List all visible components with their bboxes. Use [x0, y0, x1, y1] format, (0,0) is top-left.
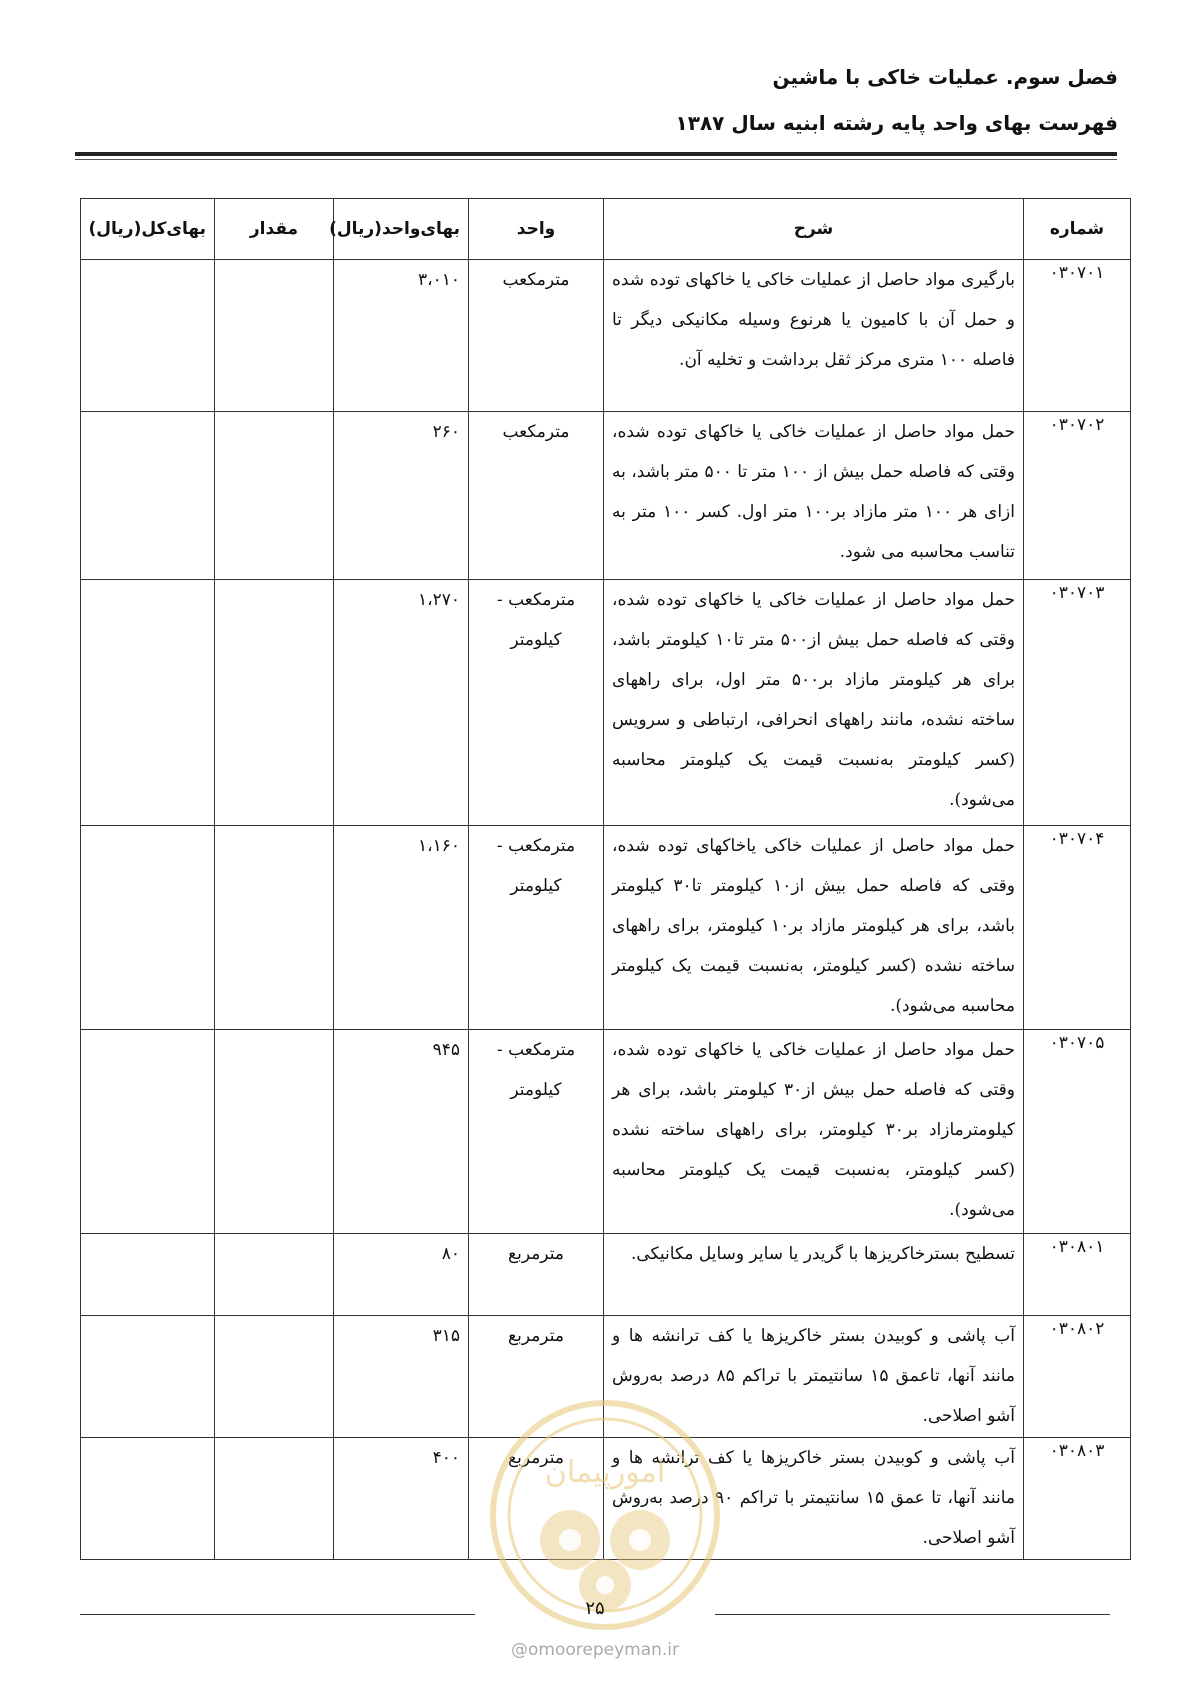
price-table — [80, 198, 1131, 1560]
page-header — [58, 60, 1118, 140]
item-description: حمل مواد حاصل از عملیات خاکی یا خاکهای توده شده، وقتی که فاصله حمل بیش از۳۰ کیلومتر باشد، برای هر کیلومترمازاد بر۳۰ کیلومتر، برای راههای ساخته نشده (کسر کیلومتر، به‌نسبت قیمت یک کیلومتر محاسبه می‌شود). — [604, 1030, 1024, 1234]
item-unit: مترمکعب - کیلومتر — [469, 1030, 604, 1234]
item-total-price — [81, 1234, 215, 1316]
item-quantity — [215, 580, 334, 826]
item-total-price — [81, 826, 215, 1030]
header-code: شماره — [1024, 199, 1131, 260]
item-quantity — [215, 412, 334, 580]
item-total-price — [81, 1316, 215, 1438]
site-watermark — [495, 1640, 695, 1660]
table-row — [81, 1438, 1131, 1560]
item-quantity — [215, 1234, 334, 1316]
table-row — [81, 412, 1131, 580]
item-total-price — [81, 260, 215, 412]
at-icon: @ — [510, 1640, 528, 1660]
item-quantity — [215, 260, 334, 412]
item-unit: مترمکعب — [469, 260, 604, 412]
item-code: ۰۳۰۸۰۱ — [1024, 1234, 1131, 1316]
site-text: omoorepeyman.ir — [527, 1640, 680, 1660]
item-unit-price: ۱،۱۶۰ — [334, 826, 469, 1030]
table-header-row — [81, 199, 1131, 260]
item-unit: مترمکعب - کیلومتر — [469, 580, 604, 826]
watermark-text: امورپیمان — [544, 1455, 666, 1490]
table-row — [81, 260, 1131, 412]
item-unit: مترمربع — [469, 1234, 604, 1316]
header-rule-thick — [75, 152, 1117, 156]
header-quantity: مقدار — [215, 199, 334, 260]
item-quantity — [215, 1316, 334, 1438]
item-unit: مترمربع — [469, 1316, 604, 1438]
item-total-price — [81, 1438, 215, 1560]
footer-rule-left — [80, 1614, 475, 1615]
header-total-price: بهای‌کل(ریال) — [81, 199, 215, 260]
item-unit: مترمکعب — [469, 412, 604, 580]
item-total-price — [81, 412, 215, 580]
table-row — [81, 826, 1131, 1030]
table-row — [81, 1030, 1131, 1234]
item-description: آب پاشی و کوبیدن بستر خاکریزها یا کف ترانشه ها و مانند آنها، تا عمق ۱۵ سانتیمتر با تراکم ۹۰ درصد به‌روش آشو اصلاحی. — [604, 1438, 1024, 1560]
item-description: تسطیح بسترخاکریزها با گریدر یا سایر وسایل مکانیکی. — [604, 1234, 1024, 1316]
item-code: ۰۳۰۷۰۴ — [1024, 826, 1131, 1030]
item-quantity — [215, 826, 334, 1030]
item-description: حمل مواد حاصل از عملیات خاکی یا خاکهای توده شده، وقتی که فاصله حمل بیش از۵۰۰ متر تا۱۰ کیلومتر باشد، برای هر کیلومتر مازاد بر۵۰۰ متر اول، برای راههای ساخته نشده، مانند راههای انحرافی، ارتباطی و سرویس (کسر کیلومتر به‌نسبت قیمت یک کیلومتر محاسبه می‌شود). — [604, 580, 1024, 826]
footer-rule-right — [715, 1614, 1110, 1615]
item-unit-price: ۲۶۰ — [334, 412, 469, 580]
item-code: ۰۳۰۸۰۲ — [1024, 1316, 1131, 1438]
item-code: ۰۳۰۷۰۱ — [1024, 260, 1131, 412]
item-code: ۰۳۰۷۰۳ — [1024, 580, 1131, 826]
item-quantity — [215, 1030, 334, 1234]
item-description: بارگیری مواد حاصل از عملیات خاکی یا خاکهای توده شده و حمل آن با کامیون یا هرنوع وسیله مکانیکی دیگر تا فاصله ۱۰۰ متری مرکز ثقل برداشت و تخلیه آن. — [604, 260, 1024, 412]
item-total-price — [81, 580, 215, 826]
header-unit: واحد — [469, 199, 604, 260]
item-code: ۰۳۰۷۰۲ — [1024, 412, 1131, 580]
item-quantity — [215, 1438, 334, 1560]
page-number: ۲۵ — [585, 1598, 605, 1619]
header-description: شرح — [604, 199, 1024, 260]
item-unit-price: ۹۴۵ — [334, 1030, 469, 1234]
item-unit-price: ۴۰۰ — [334, 1438, 469, 1560]
document-subtitle: فهرست بهای واحد پایه رشته ابنیه سال ۱۳۸۷ — [675, 111, 1118, 135]
header-rule-thin — [75, 159, 1117, 160]
item-unit-price: ۳۱۵ — [334, 1316, 469, 1438]
table-row — [81, 1234, 1131, 1316]
chapter-title: فصل سوم. عملیات خاکی با ماشین — [772, 65, 1118, 89]
item-code: ۰۳۰۸۰۳ — [1024, 1438, 1131, 1560]
item-unit-price: ۸۰ — [334, 1234, 469, 1316]
table-row — [81, 580, 1131, 826]
table-row — [81, 1316, 1131, 1438]
item-code: ۰۳۰۷۰۵ — [1024, 1030, 1131, 1234]
item-unit-price: ۱،۲۷۰ — [334, 580, 469, 826]
header-unit-price: بهای‌واحد(ریال) — [334, 199, 469, 260]
item-description: آب پاشی و کوبیدن بستر خاکریزها یا کف ترانشه ها و مانند آنها، تاعمق ۱۵ سانتیمتر با تراکم ۸۵ درصد به‌روش آشو اصلاحی. — [604, 1316, 1024, 1438]
item-total-price — [81, 1030, 215, 1234]
item-unit-price: ۳،۰۱۰ — [334, 260, 469, 412]
item-description: حمل مواد حاصل از عملیات خاکی یاخاکهای توده شده، وقتی که فاصله حمل بیش از۱۰ کیلومتر تا۳۰ کیلومتر باشد، برای هر کیلومتر مازاد بر۱۰ کیلومتر، برای راههای ساخته نشده (کسر کیلومتر، به‌نسبت قیمت یک کیلومتر محاسبه می‌شود). — [604, 826, 1024, 1030]
item-description: حمل مواد حاصل از عملیات خاکی یا خاکهای توده شده، وقتی که فاصله حمل بیش از ۱۰۰ متر تا ۵۰۰ متر باشد، به ازای هر ۱۰۰ متر مازاد بر۱۰۰ متر اول. کسر ۱۰۰ متر به تناسب محاسبه می شود. — [604, 412, 1024, 580]
item-unit: مترمکعب - کیلومتر — [469, 826, 604, 1030]
item-unit: مترمربع — [469, 1438, 604, 1560]
